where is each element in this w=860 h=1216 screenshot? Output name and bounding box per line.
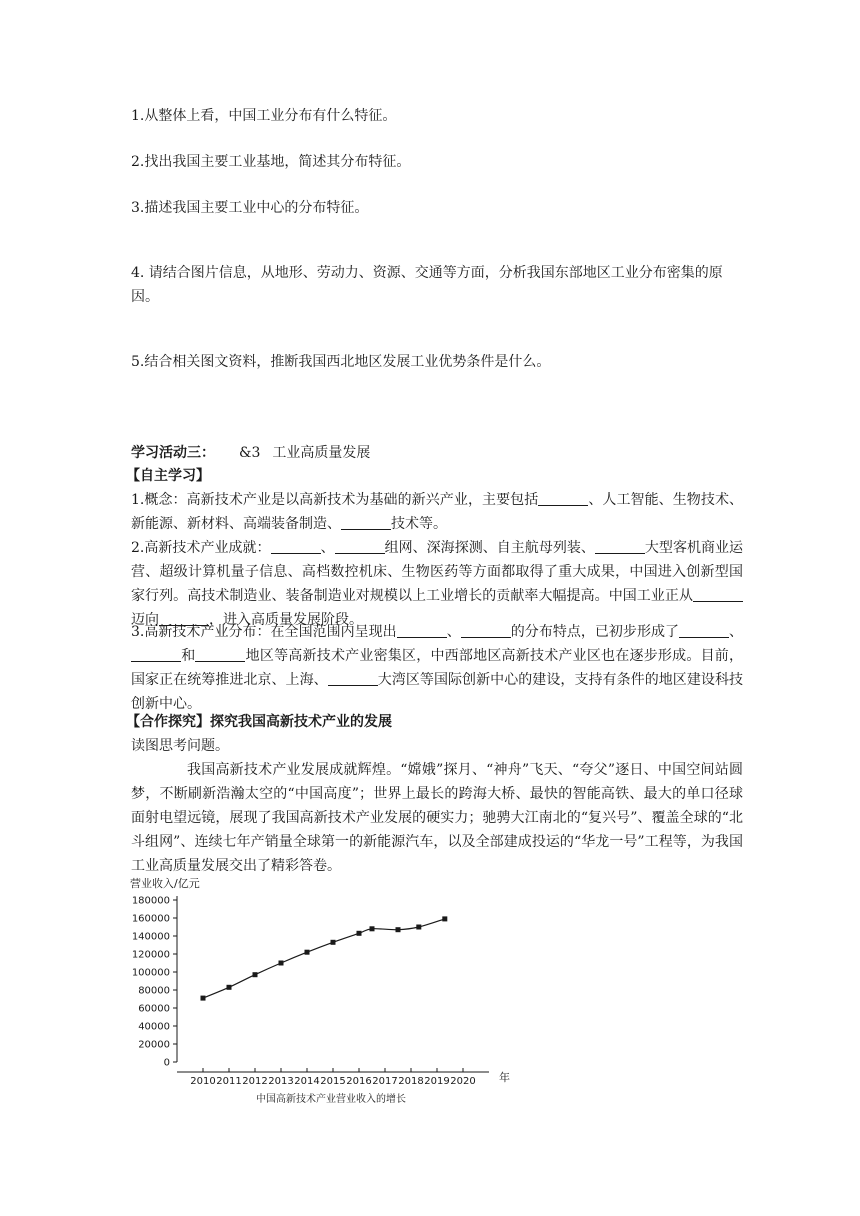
- chart-ylabel: 营业收入/亿元: [130, 877, 200, 890]
- concept-paragraph: [131, 488, 743, 536]
- achievement-text-4: 大型客机商业运营、超级计算机量子信息、高档数控机床、生物医药等方面都取得了重大成果，中国进入创新型国家行列。高技术制造业、装备制造业对规模以上工业增长的贡献率大幅提高。中国工业正从: [131, 540, 744, 604]
- y-tick-label: 180000: [131, 895, 170, 907]
- achievement-text-5: 迈向: [131, 612, 159, 628]
- fill-blank[interactable]: [461, 623, 511, 638]
- chart-caption: 中国高新技术产业营业收入的增长: [256, 1094, 406, 1105]
- chart-xlabel: 年: [499, 1071, 510, 1084]
- coop-heading: [126, 710, 738, 734]
- x-tick-label: 2019: [424, 1076, 450, 1087]
- concept-text-3: 技术等。: [391, 516, 447, 532]
- revenue-chart: [126, 872, 526, 1108]
- distribution-text-2: 、: [446, 624, 461, 640]
- data-point: [201, 996, 206, 1001]
- fill-blank[interactable]: [397, 623, 447, 638]
- data-point: [357, 931, 362, 936]
- achievement-paragraph: [131, 536, 743, 632]
- distribution-text-7: 大湾区等国际创新中心的建设，支持有条件的地区建设科技创新中心。: [131, 672, 744, 712]
- series-line: [203, 919, 445, 998]
- data-point: [227, 985, 232, 990]
- coop-label: 【合作探究】: [126, 714, 210, 730]
- data-point: [253, 972, 258, 977]
- fill-blank[interactable]: [693, 587, 743, 602]
- distribution-text-6: 地区等高新技术产业密集区，中西部地区高新技术产业区也在逐步形成。目前，国家正在统筹推进北京、上海、: [131, 648, 744, 688]
- y-tick-label: 120000: [131, 949, 170, 961]
- question-1: 1.从整体上看，中国工业分布有什么特征。: [131, 108, 397, 124]
- question-2: 2.找出我国主要工业基地，简述其分布特征。: [131, 154, 411, 170]
- distribution-paragraph: [131, 620, 743, 716]
- achievement-body: 我国高新技术产业发展成就辉煌。“嫦娥”探月、“神舟”飞天、“夸父”逐日、中国空间站圆梦，不断刷新浩瀚太空的“中国高度”；世界上最长的跨海大桥、最快的智能高铁、最大的单口径球面射电望远镜，展现了我国高新技术产业发展的硬实力；驰骋大江南北的“复兴号”、覆盖全球的“北斗组网”、连续七年产销量全球第一的新能源汽车，以及全部建成投运的“华龙一号”工程等，为我国工业高质量发展交出了精彩答卷。: [131, 762, 743, 874]
- fill-blank[interactable]: [679, 623, 729, 638]
- distribution-text-1: 3.高新技术产业分布：在全国范围内呈现出: [131, 624, 397, 640]
- fill-blank[interactable]: [538, 491, 588, 506]
- question-4: 4. 请结合图片信息，从地形、劳动力、资源、交通等方面，分析我国东部地区工业分布密集的原因。: [131, 265, 723, 305]
- achievement-text-3: 组网、深海探测、自主航母列装、: [384, 540, 595, 556]
- data-point: [396, 927, 401, 932]
- section-title: [131, 442, 370, 462]
- y-tick-label: 0: [163, 1057, 170, 1069]
- x-tick-label: 2014: [294, 1076, 320, 1087]
- x-axis: [190, 1068, 475, 1087]
- fill-blank[interactable]: [335, 539, 385, 554]
- y-tick-label: 20000: [138, 1039, 170, 1051]
- distribution-text-4: 、: [729, 624, 744, 640]
- x-tick-label: 2018: [398, 1076, 424, 1087]
- distribution-text-3: 的分布特点，已初步形成了: [510, 624, 680, 640]
- x-tick-label: 2012: [242, 1076, 268, 1087]
- y-axis: [132, 896, 177, 1069]
- x-tick-label: 2010: [190, 1076, 216, 1087]
- question-3: 3.描述我国主要工业中心的分布特征。: [131, 200, 369, 216]
- coop-title: 探究我国高新技术产业的发展: [210, 714, 392, 730]
- distribution-text-5: 和: [181, 648, 196, 664]
- x-tick-label: 2013: [268, 1076, 294, 1087]
- data-point: [370, 926, 375, 931]
- section-title-text: 学习活动三：: [131, 445, 215, 461]
- y-tick-label: 40000: [138, 1021, 170, 1033]
- y-tick-label: 160000: [131, 913, 170, 925]
- achievement-text-6: ，进入高质量发展阶段。: [209, 612, 363, 628]
- x-tick-label: 2016: [346, 1076, 372, 1087]
- section-subtitle: 工业高质量发展: [272, 445, 371, 461]
- data-point: [279, 961, 284, 966]
- achievement-text-1: 2.高新技术产业成就：: [131, 540, 271, 556]
- fill-blank[interactable]: [341, 515, 391, 530]
- data-point: [442, 916, 447, 921]
- x-tick-label: 2017: [372, 1076, 398, 1087]
- data-point: [331, 940, 336, 945]
- fill-blank[interactable]: [195, 647, 245, 662]
- section-number: &3: [239, 445, 261, 461]
- fill-blank[interactable]: [595, 539, 645, 554]
- concept-text-2: 、人工智能、生物技术、新能源、新材料、高端装备制造、: [131, 492, 744, 532]
- data-point: [416, 925, 421, 930]
- self-study-heading: 【自主学习】: [126, 468, 210, 484]
- x-tick-label: 2015: [320, 1076, 346, 1087]
- achievement-text-2: 、: [320, 540, 335, 556]
- x-tick-label: 2020: [450, 1076, 476, 1087]
- fill-blank[interactable]: [271, 539, 321, 554]
- fill-blank[interactable]: [328, 671, 378, 686]
- y-tick-label: 100000: [131, 967, 170, 979]
- read-instruction: 读图思考问题。: [131, 738, 229, 754]
- y-tick-label: 60000: [138, 1003, 170, 1015]
- y-tick-label: 80000: [138, 985, 170, 997]
- fill-blank[interactable]: [131, 647, 181, 662]
- x-tick-label: 2011: [216, 1076, 242, 1087]
- data-point: [305, 950, 310, 955]
- concept-text-1: 1.概念：高新技术产业是以高新技术为基础的新兴产业，主要包括: [131, 492, 539, 508]
- y-tick-label: 140000: [131, 931, 170, 943]
- question-5: 5.结合相关图文资料，推断我国西北地区发展工业优势条件是什么。: [131, 354, 551, 370]
